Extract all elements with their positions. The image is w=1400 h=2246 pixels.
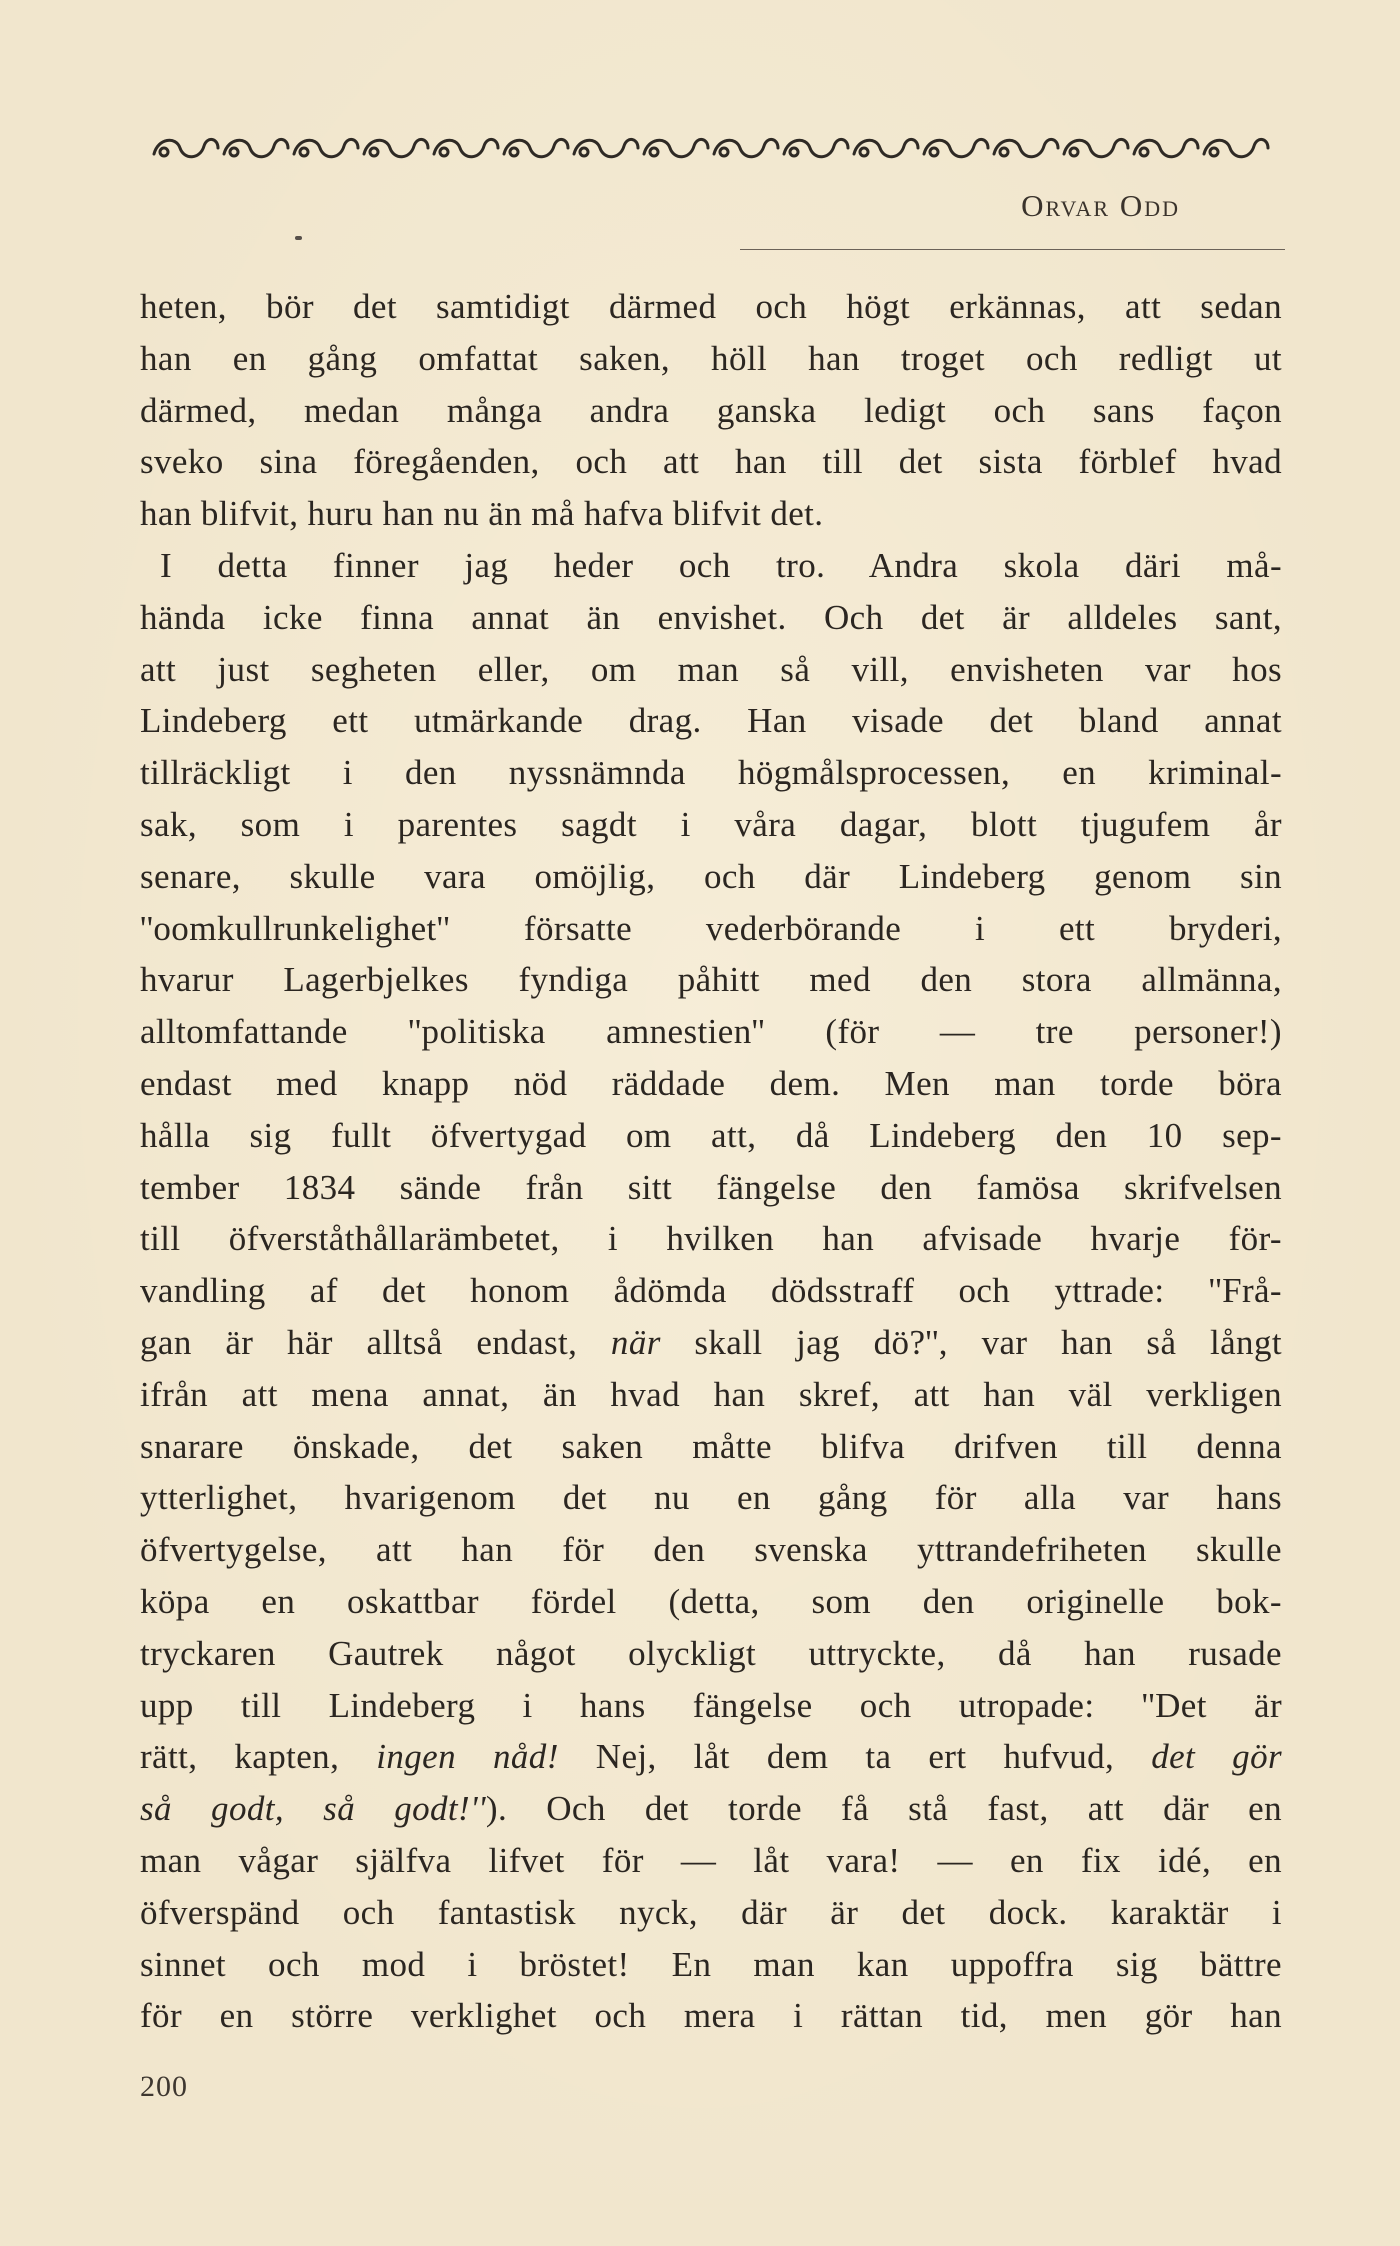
- running-head: [140, 188, 1280, 238]
- text-run: skall jag dö?'', var han så långt: [660, 1322, 1282, 1362]
- text-line: [140, 1110, 1282, 1162]
- text-line: [140, 1265, 1282, 1317]
- ornament-curl: [860, 148, 868, 156]
- text-run: till öfverståthållarämbetet, i hvilken han afvisade hvarje för-: [140, 1219, 1282, 1259]
- text-line: [140, 1628, 1282, 1680]
- text-run: heten, bör det samtidigt därmed och högt erkännas, att sedan: [140, 287, 1282, 326]
- text-line: [140, 281, 1282, 333]
- text-line: [140, 1835, 1282, 1887]
- text-run: han en gång omfattat saken, höll han troget och redligt ut: [140, 338, 1282, 378]
- text-run: alltomfattande ''politiska amnestien'' (för — tre personer!): [140, 1012, 1282, 1052]
- text-line: [140, 592, 1282, 644]
- text-line: [140, 1162, 1282, 1214]
- text-line: [140, 1887, 1282, 1939]
- text-run: han blifvit, huru han nu än må hafva blifvit det.: [140, 494, 824, 534]
- text-run: öfvertygelse, att han för den svenska yttrandefriheten skulle: [140, 1530, 1282, 1570]
- text-line: [140, 799, 1282, 851]
- text-line: [140, 1990, 1282, 2042]
- text-line: [140, 1006, 1282, 1058]
- text-run: ''oomkullrunkelighet'' försatte vederbörande i ett bryderi,: [140, 908, 1282, 948]
- text-line: [140, 954, 1282, 1006]
- ornament-curl: [580, 148, 588, 156]
- text-run: snarare önskade, det saken måtte blifva drifven till denna: [140, 1426, 1282, 1466]
- running-head-title: Orvar Odd: [1021, 188, 1180, 223]
- text-line: [140, 1058, 1282, 1110]
- text-run: upp till Lindeberg i hans fängelse och utropade: ''Det är: [140, 1685, 1282, 1725]
- text-line: [140, 1576, 1282, 1628]
- ornament-curl: [650, 148, 658, 156]
- text-run: endast med knapp nöd räddade dem. Men man torde böra: [140, 1063, 1282, 1103]
- ornament-curl: [720, 148, 728, 156]
- ornament-curl: [1000, 148, 1008, 156]
- text-line: [140, 1939, 1282, 1991]
- text-run: köpa en oskattbar fördel (detta, som den originelle bok-: [140, 1581, 1282, 1621]
- text-run: hvarur Lagerbjelkes fyndiga påhitt med den stora allmänna,: [140, 960, 1282, 1000]
- body-text: [140, 281, 1282, 2042]
- text-run: ). Och det torde få stå fast, att där en: [485, 1789, 1282, 1829]
- text-run: gan är här alltså endast,: [140, 1322, 611, 1362]
- text-line: [140, 1783, 1282, 1835]
- italic-text: så godt, så godt!'': [140, 1789, 486, 1829]
- text-line: [140, 540, 1282, 592]
- text-run: sinnet och mod i bröstet! En man kan uppoffra sig bättre: [140, 1944, 1282, 1984]
- text-run: hålla sig fullt öfvertygad om att, då Lindeberg den 10 sep-: [140, 1115, 1282, 1155]
- text-line: [140, 1421, 1282, 1473]
- text-run: ytterlighet, hvarigenom det nu en gång för alla var hans: [140, 1478, 1282, 1518]
- ornament-curl: [440, 148, 448, 156]
- ornament-curl: [1140, 148, 1148, 156]
- ornament-curl: [1070, 148, 1078, 156]
- text-run: Nej, låt dem ta ert hufvud,: [558, 1737, 1152, 1777]
- text-run: man vågar själfva lifvet för — låt vara! — en fix idé, en: [140, 1840, 1282, 1880]
- text-run: Lindeberg ett utmärkande drag. Han visade det bland annat: [140, 701, 1282, 741]
- text-run: därmed, medan många andra ganska ledigt och sans façon: [140, 390, 1282, 430]
- text-run: tillräckligt i den nyssnämnda högmålsprocessen, en kriminal-: [140, 753, 1282, 793]
- text-line: [140, 436, 1282, 488]
- text-line: [140, 1369, 1282, 1421]
- ornament-curl: [230, 148, 238, 156]
- italic-text: när: [610, 1322, 661, 1362]
- italic-text: det gör: [1151, 1737, 1282, 1777]
- text-line: [140, 333, 1282, 385]
- page-number: 200: [140, 2070, 188, 2103]
- text-line: [140, 1213, 1282, 1265]
- text-line: [140, 644, 1282, 696]
- text-run: för en större verklighet och mera i rättan tid, men gör han: [140, 1996, 1282, 2036]
- text-line: [140, 695, 1282, 747]
- ornament-curl: [1210, 148, 1218, 156]
- text-line: [140, 851, 1282, 903]
- text-line: [140, 1524, 1282, 1576]
- text-line: [140, 1472, 1282, 1524]
- text-run: öfverspänd och fantastisk nyck, där är det dock. karaktär i: [140, 1892, 1282, 1932]
- ornament-curl: [790, 148, 798, 156]
- text-run: att just segheten eller, om man så vill, envisheten var hos: [140, 649, 1282, 689]
- ornament-curl: [370, 148, 378, 156]
- text-run: sveko sina föregåenden, och att han till det sista förblef hvad: [140, 442, 1282, 482]
- text-run: tember 1834 sände från sitt fängelse den famösa skrifvelsen: [140, 1167, 1282, 1207]
- text-run: hända icke finna annat än envishet. Och det är alldeles sant,: [140, 597, 1282, 637]
- text-line: [140, 747, 1282, 799]
- text-run: rätt, kapten,: [140, 1737, 377, 1777]
- ornament-curl: [160, 148, 168, 156]
- text-line: [140, 1680, 1282, 1732]
- decorative-header-ornament: [150, 128, 1278, 170]
- text-line: [140, 903, 1282, 955]
- header-rule: [740, 249, 1285, 250]
- text-run: sak, som i parentes sagdt i våra dagar, blott tjugufem år: [140, 804, 1282, 844]
- text-run: tryckaren Gautrek något olyckligt uttryckte, då han rusade: [140, 1633, 1282, 1673]
- ornament-curl: [930, 148, 938, 156]
- text-line: [140, 1317, 1282, 1369]
- text-line: [140, 1731, 1282, 1783]
- ornament-curl: [300, 148, 308, 156]
- print-speck: [295, 236, 302, 240]
- text-run: senare, skulle vara omöjlig, och där Lindeberg genom sin: [140, 856, 1282, 896]
- text-run: vandling af det honom ådömda dödsstraff och yttrade: ''Frå-: [140, 1271, 1282, 1311]
- text-run: ifrån att mena annat, än hvad han skref, att han väl verkligen: [140, 1374, 1282, 1414]
- text-line: [140, 385, 1282, 437]
- text-line: [140, 488, 1282, 540]
- text-run: I detta finner jag heder och tro. Andra skola däri må-: [160, 545, 1282, 585]
- ornament-curl: [510, 148, 518, 156]
- italic-text: ingen nåd!: [376, 1737, 559, 1777]
